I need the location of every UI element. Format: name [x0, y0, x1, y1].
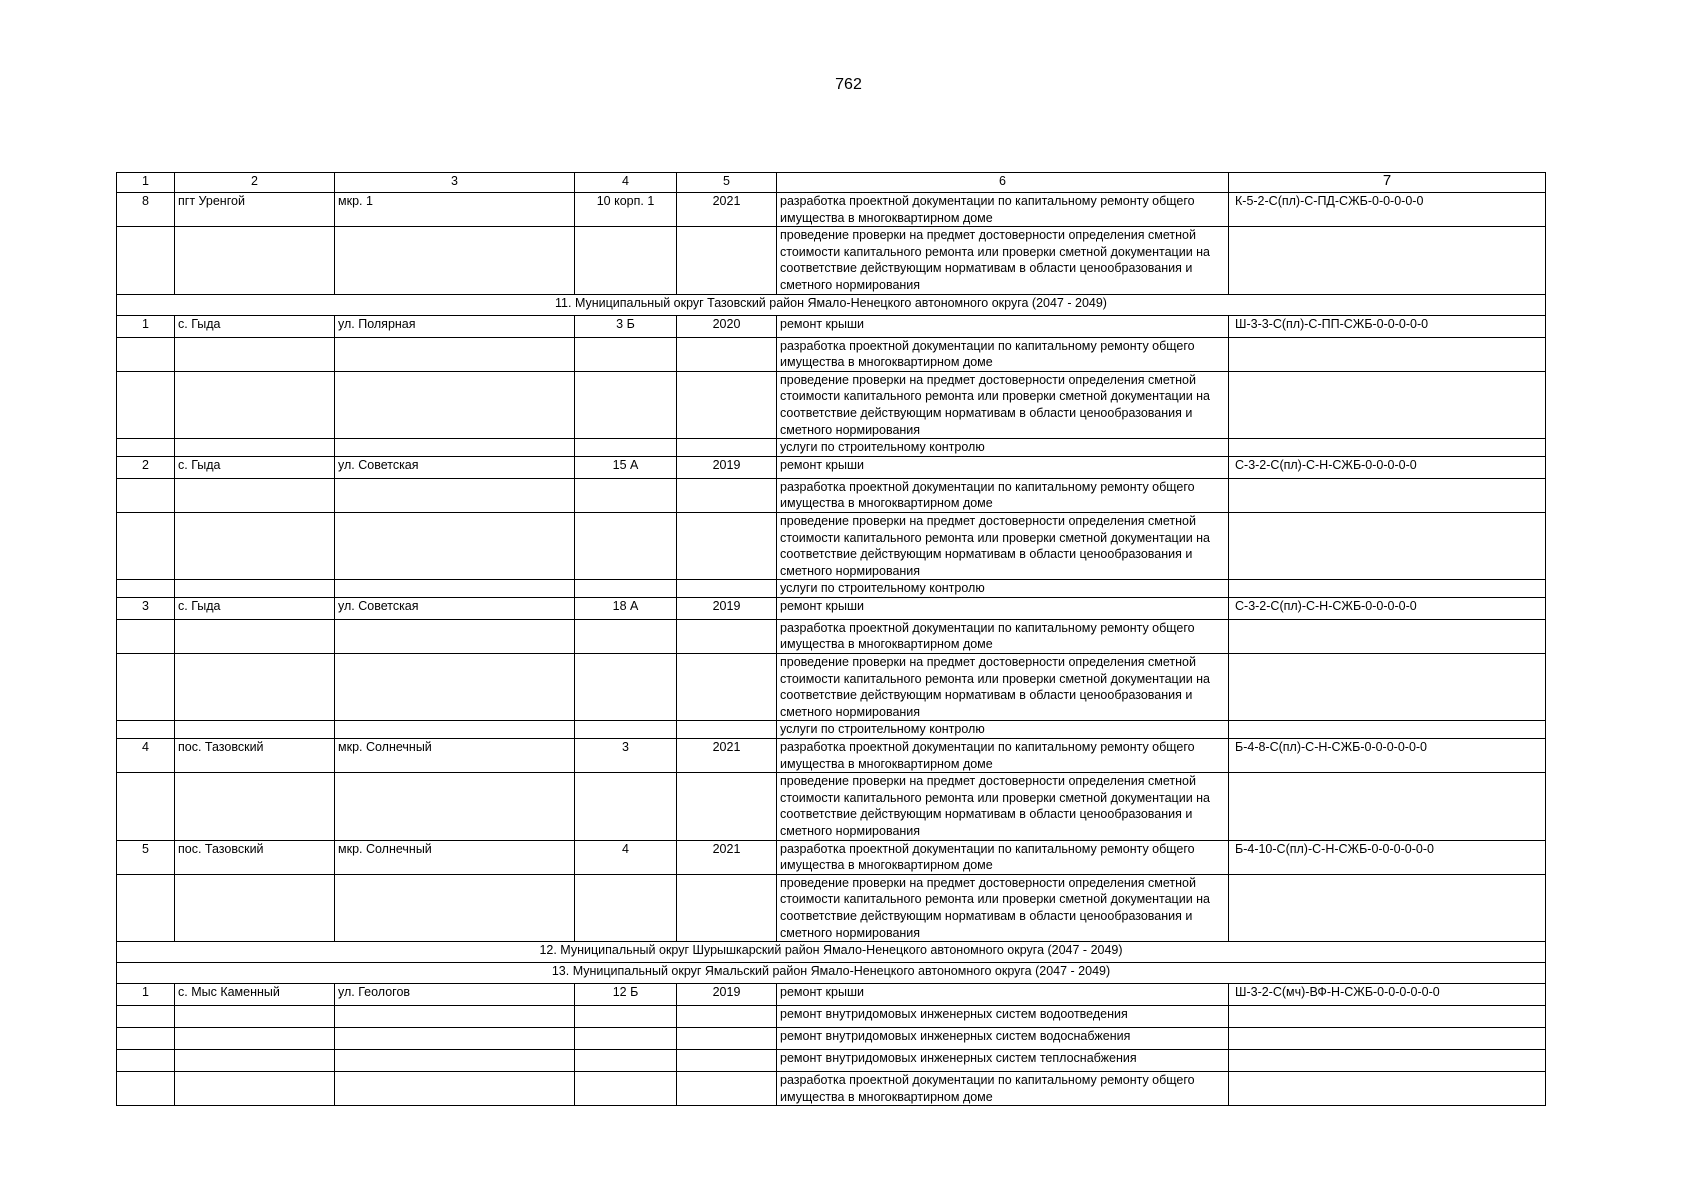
house-code: К-5-2-С(пл)-С-ПД-СЖБ-0-0-0-0-0	[1229, 193, 1546, 227]
table-row	[117, 371, 1546, 438]
settlement: пос. Тазовский	[175, 840, 335, 874]
table-row	[117, 773, 1546, 840]
work-type: разработка проектной документации по капитальному ремонту общего имущества в многоквартирном доме	[777, 840, 1229, 874]
work-type: проведение проверки на предмет достоверности определения сметной стоимости капитального ремонта или проверки сметной документации на соответствие действующим нормативам в области ценообразования и сметного нормирования	[777, 773, 1229, 840]
section-row	[117, 942, 1546, 963]
house-code: С-3-2-С(пл)-С-Н-СЖБ-0-0-0-0-0	[1229, 597, 1546, 619]
settlement: пос. Тазовский	[175, 739, 335, 773]
table-row	[117, 315, 1546, 337]
table-row	[117, 512, 1546, 579]
house-code: Б-4-10-С(пл)-С-Н-СЖБ-0-0-0-0-0-0	[1229, 840, 1546, 874]
table-row	[117, 1050, 1546, 1072]
work-type: услуги по строительному контролю	[777, 721, 1229, 739]
table-row	[117, 337, 1546, 371]
work-type: разработка проектной документации по капитальному ремонту общего имущества в многоквартирном доме	[777, 1072, 1229, 1106]
table-row	[117, 654, 1546, 721]
street: ул. Советская	[335, 456, 575, 478]
table-row	[117, 439, 1546, 457]
table-row	[117, 478, 1546, 512]
work-type: ремонт внутридомовых инженерных систем водоотведения	[777, 1006, 1229, 1028]
work-type: ремонт внутридомовых инженерных систем теплоснабжения	[777, 1050, 1229, 1072]
table-row	[117, 1006, 1546, 1028]
table-row	[117, 721, 1546, 739]
section-title: 12. Муниципальный округ Шурышкарский район Ямало-Ненецкого автономного округа (2047 - 2049)	[117, 942, 1546, 963]
house: 4	[575, 840, 677, 874]
year: 2021	[677, 840, 777, 874]
year: 2019	[677, 456, 777, 478]
table-row	[117, 840, 1546, 874]
house: 3 Б	[575, 315, 677, 337]
work-type: разработка проектной документации по капитальному ремонту общего имущества в многоквартирном доме	[777, 739, 1229, 773]
house-code: Ш-3-3-С(пл)-С-ПП-СЖБ-0-0-0-0-0	[1229, 315, 1546, 337]
work-type: услуги по строительному контролю	[777, 439, 1229, 457]
row-number: 1	[117, 315, 175, 337]
work-type: проведение проверки на предмет достоверности определения сметной стоимости капитального ремонта или проверки сметной документации на соответствие действующим нормативам в области ценообразования и сметного нормирования	[777, 654, 1229, 721]
settlement: пгт Уренгой	[175, 193, 335, 227]
settlement: с. Мыс Каменный	[175, 984, 335, 1006]
section-row	[117, 294, 1546, 315]
table-row	[117, 1028, 1546, 1050]
settlement: с. Гыда	[175, 456, 335, 478]
work-type: проведение проверки на предмет достоверности определения сметной стоимости капитального ремонта или проверки сметной документации на соответствие действующим нормативам в области ценообразования и сметного нормирования	[777, 227, 1229, 294]
col-header-7: 7	[1229, 173, 1546, 193]
year: 2021	[677, 193, 777, 227]
house: 3	[575, 739, 677, 773]
work-type: разработка проектной документации по капитальному ремонту общего имущества в многоквартирном доме	[777, 193, 1229, 227]
section-title: 11. Муниципальный округ Тазовский район Ямало-Ненецкого автономного округа (2047 - 2049)	[117, 294, 1546, 315]
col-header-6: 6	[777, 173, 1229, 193]
col-header-1: 1	[117, 173, 175, 193]
year: 2020	[677, 315, 777, 337]
house-code: Б-4-8-С(пл)-С-Н-СЖБ-0-0-0-0-0-0	[1229, 739, 1546, 773]
col-header-2: 2	[175, 173, 335, 193]
work-type: проведение проверки на предмет достоверности определения сметной стоимости капитального ремонта или проверки сметной документации на соответствие действующим нормативам в области ценообразования и сметного нормирования	[777, 512, 1229, 579]
table-row	[117, 227, 1546, 294]
col-header-3: 3	[335, 173, 575, 193]
year: 2021	[677, 739, 777, 773]
page-number: 762	[835, 76, 862, 93]
work-type: ремонт крыши	[777, 984, 1229, 1006]
col-header-4: 4	[575, 173, 677, 193]
col-header-5: 5	[677, 173, 777, 193]
table-row	[117, 597, 1546, 619]
row-number: 3	[117, 597, 175, 619]
row-number: 5	[117, 840, 175, 874]
table-row	[117, 193, 1546, 227]
work-type: ремонт крыши	[777, 315, 1229, 337]
work-type: разработка проектной документации по капитальному ремонту общего имущества в многоквартирном доме	[777, 337, 1229, 371]
house: 15 А	[575, 456, 677, 478]
work-type: ремонт внутридомовых инженерных систем водоснабжения	[777, 1028, 1229, 1050]
house-code: С-3-2-С(пл)-С-Н-СЖБ-0-0-0-0-0	[1229, 456, 1546, 478]
street: мкр. Солнечный	[335, 840, 575, 874]
table-row	[117, 874, 1546, 941]
house: 10 корп. 1	[575, 193, 677, 227]
section-title: 13. Муниципальный округ Ямальский район Ямало-Ненецкого автономного округа (2047 - 2049)	[117, 963, 1546, 984]
row-number: 1	[117, 984, 175, 1006]
year: 2019	[677, 597, 777, 619]
table-row	[117, 619, 1546, 653]
settlement: с. Гыда	[175, 597, 335, 619]
house: 18 А	[575, 597, 677, 619]
row-number: 2	[117, 456, 175, 478]
house: 12 Б	[575, 984, 677, 1006]
work-type: услуги по строительному контролю	[777, 580, 1229, 598]
table-row	[117, 456, 1546, 478]
column-numbers-row	[117, 173, 1546, 193]
work-type: проведение проверки на предмет достоверности определения сметной стоимости капитального ремонта или проверки сметной документации на соответствие действующим нормативам в области ценообразования и сметного нормирования	[777, 874, 1229, 941]
street: мкр. 1	[335, 193, 575, 227]
work-type: ремонт крыши	[777, 456, 1229, 478]
table-row	[117, 984, 1546, 1006]
work-type: проведение проверки на предмет достоверности определения сметной стоимости капитального ремонта или проверки сметной документации на соответствие действующим нормативам в области ценообразования и сметного нормирования	[777, 371, 1229, 438]
table-row	[117, 1072, 1546, 1106]
table-row	[117, 580, 1546, 598]
work-type: разработка проектной документации по капитальному ремонту общего имущества в многоквартирном доме	[777, 478, 1229, 512]
settlement: с. Гыда	[175, 315, 335, 337]
row-number: 8	[117, 193, 175, 227]
street: ул. Советская	[335, 597, 575, 619]
works-table	[116, 172, 1546, 1106]
row-number: 4	[117, 739, 175, 773]
section-row	[117, 963, 1546, 984]
street: ул. Полярная	[335, 315, 575, 337]
year: 2019	[677, 984, 777, 1006]
street: ул. Геологов	[335, 984, 575, 1006]
street: мкр. Солнечный	[335, 739, 575, 773]
work-type: ремонт крыши	[777, 597, 1229, 619]
table-row	[117, 739, 1546, 773]
house-code: Ш-3-2-С(мч)-ВФ-Н-СЖБ-0-0-0-0-0-0	[1229, 984, 1546, 1006]
work-type: разработка проектной документации по капитальному ремонту общего имущества в многоквартирном доме	[777, 619, 1229, 653]
